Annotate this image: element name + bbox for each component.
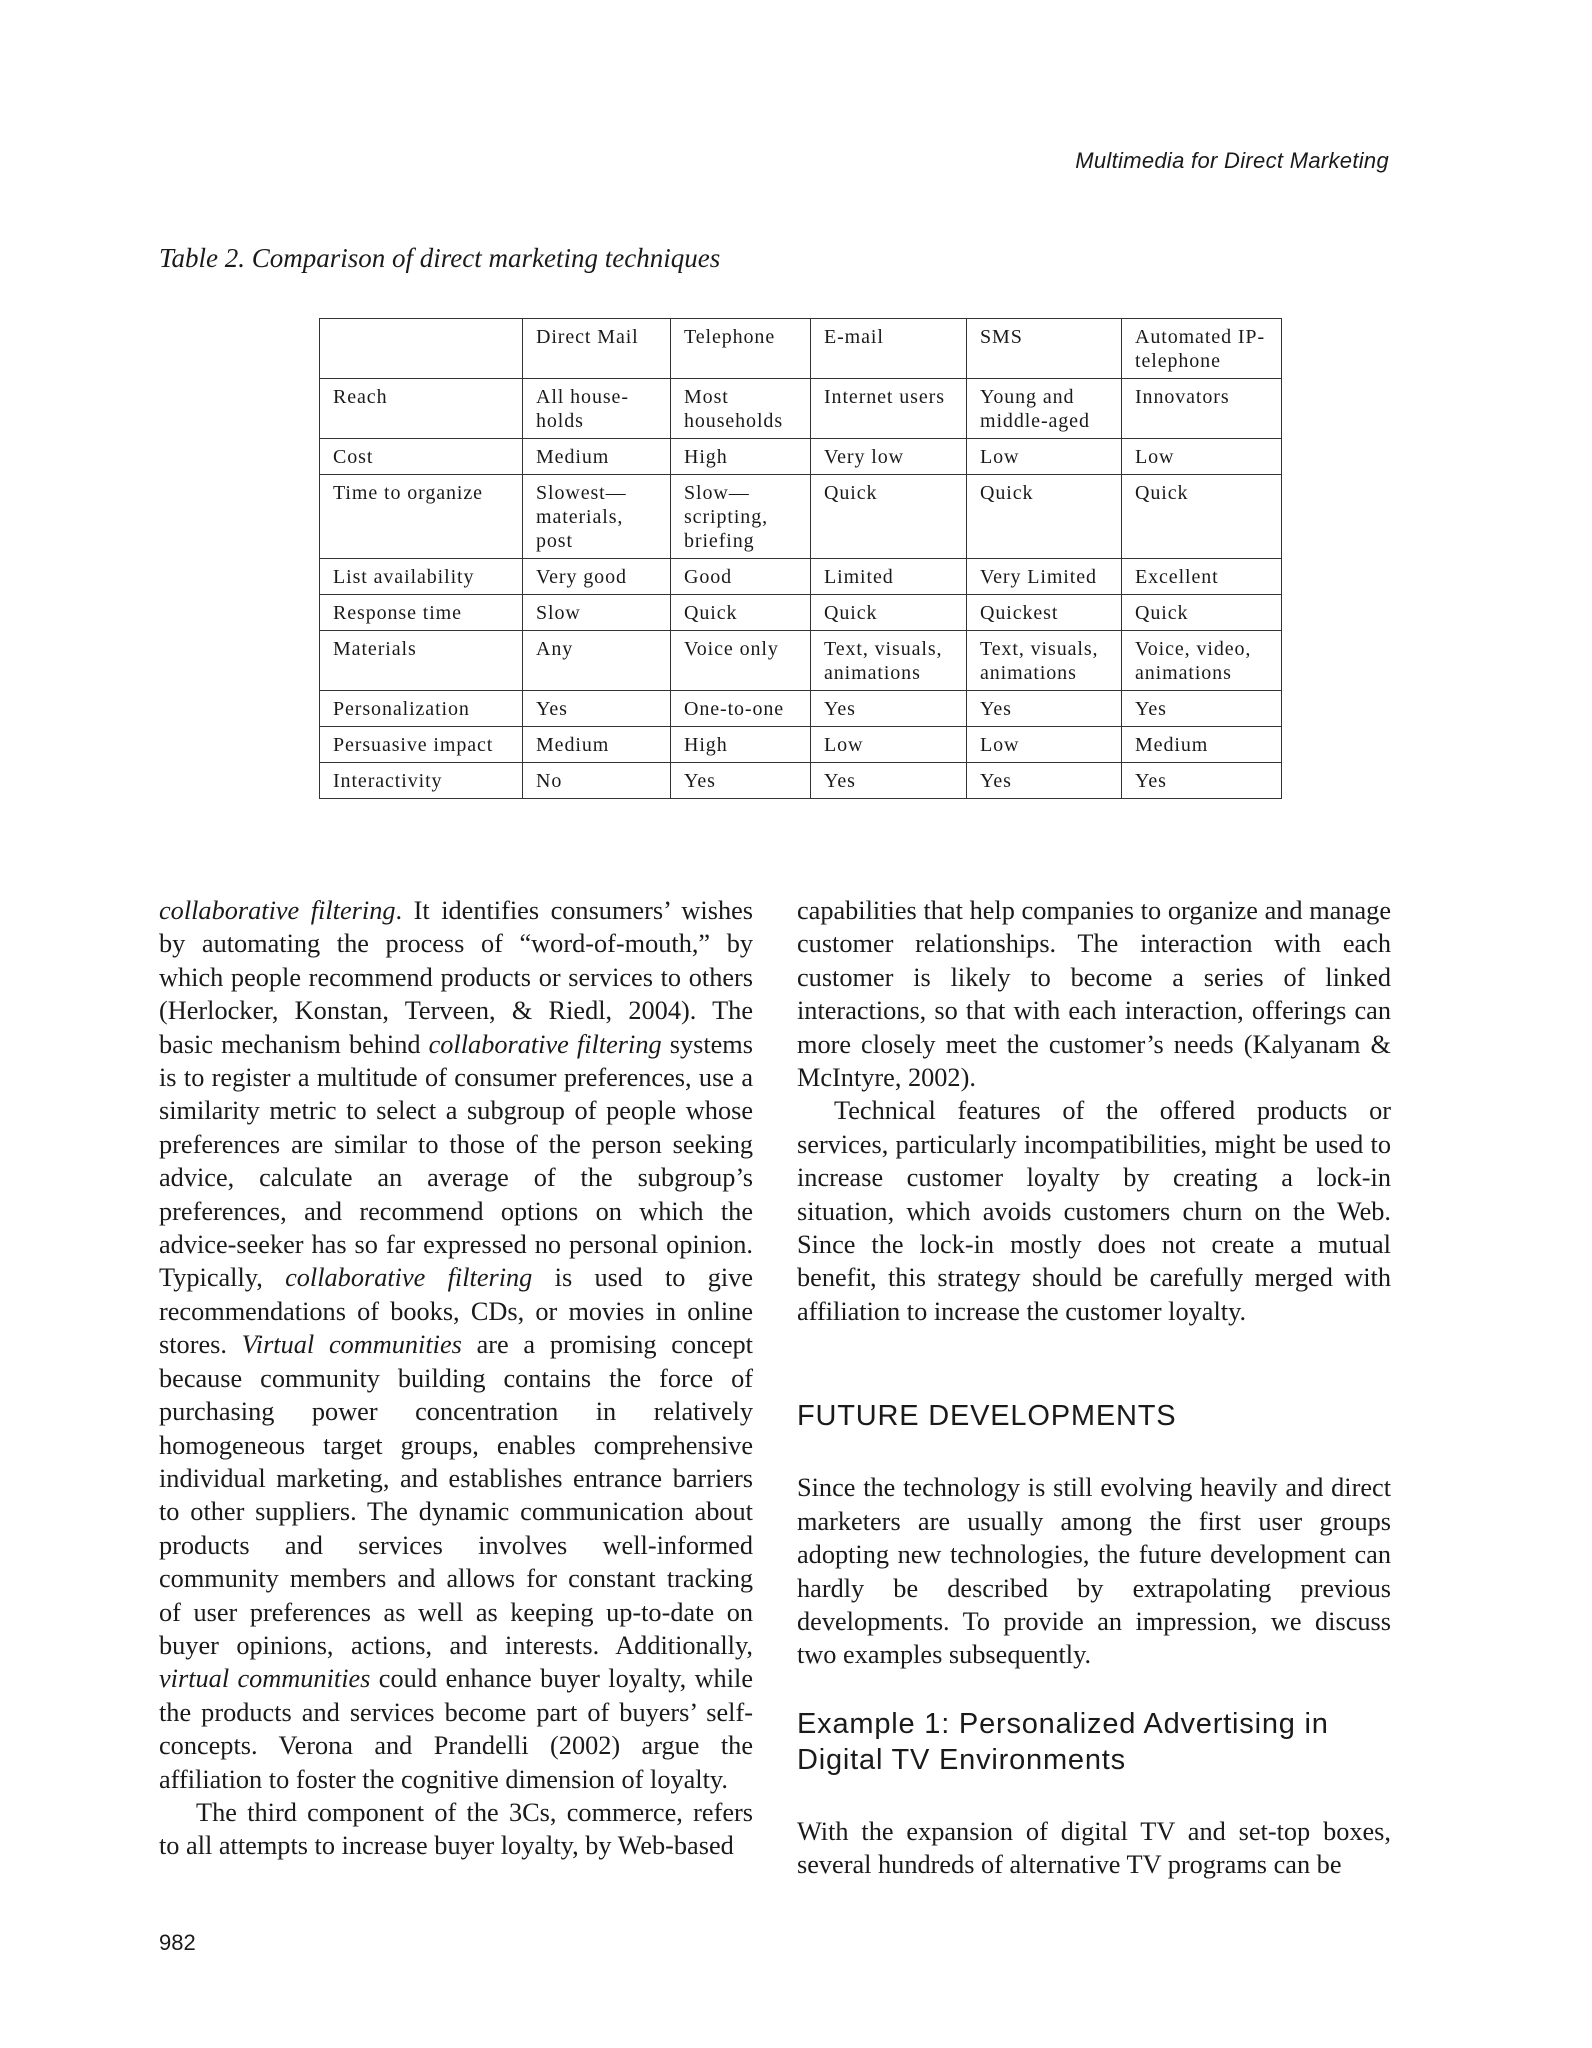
table-cell: Very Limited (967, 559, 1122, 595)
table-cell: Quick (671, 595, 811, 631)
table-cell: Most households (671, 379, 811, 439)
section-heading: FUTURE DEVELOPMENTS (797, 1400, 1177, 1433)
table-cell: Voice, video, animations (1122, 631, 1282, 691)
row-label-cell: Materials (320, 631, 523, 691)
table-cell: Text, visuals, animations (811, 631, 967, 691)
table-cell: Yes (671, 763, 811, 799)
table-cell: Low (967, 727, 1122, 763)
table-cell: One-to-one (671, 691, 811, 727)
comparison-table-body (320, 319, 1282, 799)
table-cell: Low (967, 439, 1122, 475)
table-cell: High (671, 727, 811, 763)
left-column (159, 894, 753, 1863)
term-virtual-communities: Virtual communities (241, 1330, 462, 1360)
left-paragraph-2: The third component of the 3Cs, commerce, refers to all attempts to increase buyer loyalty, by Web-based (159, 1797, 753, 1861)
term-collaborative-filtering: collaborative filtering (285, 1263, 533, 1293)
table-cell: Voice only (671, 631, 811, 691)
table-cell: Internet users (811, 379, 967, 439)
table-row (320, 631, 1282, 691)
table-cell: Yes (1122, 763, 1282, 799)
table-cell: Medium (523, 727, 671, 763)
table-cell: Young and middle-aged (967, 379, 1122, 439)
row-label-cell: List availability (320, 559, 523, 595)
table-cell: Excellent (1122, 559, 1282, 595)
term-collaborative-filtering: collaborative filtering (428, 1029, 662, 1059)
table-cell: Slow (523, 595, 671, 631)
table-cell: Limited (811, 559, 967, 595)
table-row (320, 439, 1282, 475)
row-label-cell (320, 319, 523, 379)
row-label-cell: Interactivity (320, 763, 523, 799)
table-cell: SMS (967, 319, 1122, 379)
right-paragraph-2: Technical features of the offered products or services, particularly incompatibilities, might be used to increase customer loyalty by creating a lock-in situation, which avoids customers churn on the Web. Since the lock-in mostly does not create a mutual benefit, this strategy should be carefully merged with affiliation to increase the customer loyalty. (797, 1096, 1391, 1326)
term-collaborative-filtering: collaborative filtering (159, 896, 396, 925)
table-cell: Very low (811, 439, 967, 475)
table-cell: Text, visuals, animations (967, 631, 1122, 691)
row-label-cell: Response time (320, 595, 523, 631)
table-cell: Low (1122, 439, 1282, 475)
table-cell: Medium (1122, 727, 1282, 763)
table-cell: Telephone (671, 319, 811, 379)
table-cell: Yes (523, 691, 671, 727)
table-row (320, 727, 1282, 763)
table-cell: Yes (967, 763, 1122, 799)
table-cell: Slowest—materials, post (523, 475, 671, 559)
right-paragraph-3: Since the technology is still evolving heavily and direct marketers are usually among the first user groups adopting new technologies, the future development can hardly be described by extrapolating previous developments. To provide an impression, we discuss two examples subsequently. (797, 1473, 1391, 1670)
table-header-row (320, 319, 1282, 379)
table-cell: Innovators (1122, 379, 1282, 439)
left-paragraph-1: collaborative filtering. It identifies consumers’ wishes by automating the process of “word-of-mouth,” by which people recommend products or services to others (Herlocker, Konstan, Terveen, & Riedl, 2004). The basic mechanism behind collaborative filtering systems is to register a multitude of consumer preferences, use a similarity metric to select a subgroup of people whose preferences are similar to those of the person seeking advice, calculate an average of the subgroup’s preferences, and recommend options on which the advice-seeker has so far expressed no personal opinion. Typically, collaborative filtering is used to give recommendations of books, CDs, or movies in online stores. Virtual communities are a promising concept because community building contains the force of purchasing power concentration in relatively homogeneous target groups, enables comprehensive individual marketing, and establishes entrance barriers to other suppliers. The dynamic communication about products and services involves well-informed community members and allows for constant tracking of user preferences as well as keeping up-to-date on buyer opinions, actions, and interests. Additionally, virtual communities could enhance buyer loyalty, while the products and services become part of buyers’ self-concepts. Verona and Prandelli (2002) argue the affiliation to foster the cognitive dimension of loyalty. (159, 896, 754, 1794)
page-number: 982 (159, 1930, 196, 1955)
table-row (320, 475, 1282, 559)
table-cell: Good (671, 559, 811, 595)
table-cell: Any (523, 631, 671, 691)
right-paragraph-1: capabilities that help companies to organize and manage customer relationships. The interaction with each customer is likely to become a series of linked interactions, so that with each interaction, offerings can more closely meet the customer’s needs (Kalyanam & McIntyre, 2002). (797, 896, 1391, 1093)
table-cell: Direct Mail (523, 319, 671, 379)
subsection-heading: Example 1: Personalized Advertising in Digital TV Environments (797, 1707, 1329, 1776)
table-cell: Quick (1122, 595, 1282, 631)
table-cell: High (671, 439, 811, 475)
table-cell: Low (811, 727, 967, 763)
row-label-cell: Cost (320, 439, 523, 475)
running-header: Multimedia for Direct Marketing (1075, 148, 1389, 173)
row-label-cell: Time to organize (320, 475, 523, 559)
table-row (320, 559, 1282, 595)
table-cell: Very good (523, 559, 671, 595)
table-cell: No (523, 763, 671, 799)
table-row (320, 763, 1282, 799)
table-cell: Slow—scripting, briefing (671, 475, 811, 559)
row-label-cell: Personalization (320, 691, 523, 727)
table-row (320, 595, 1282, 631)
right-paragraph-4: With the expansion of digital TV and set-top boxes, several hundreds of alternative TV programs can be (797, 1816, 1391, 1880)
table-cell: Yes (811, 691, 967, 727)
table-caption: Table 2. Comparison of direct marketing techniques (159, 243, 721, 273)
term-virtual-communities: virtual communities (159, 1664, 371, 1694)
table-cell: Quick (811, 475, 967, 559)
right-column (797, 894, 1391, 1882)
row-label-cell: Reach (320, 379, 523, 439)
comparison-table (319, 318, 1282, 799)
table-cell: Quickest (967, 595, 1122, 631)
table-cell: Quick (1122, 475, 1282, 559)
table-row (320, 379, 1282, 439)
table-cell: Quick (967, 475, 1122, 559)
row-label-cell: Persuasive impact (320, 727, 523, 763)
table-cell: Yes (967, 691, 1122, 727)
table-row (320, 691, 1282, 727)
table-cell: Automated IP-telephone (1122, 319, 1282, 379)
table-cell: Yes (811, 763, 967, 799)
table-cell: All house-holds (523, 379, 671, 439)
table-cell: Quick (811, 595, 967, 631)
table-cell: E-mail (811, 319, 967, 379)
table-cell: Yes (1122, 691, 1282, 727)
table-cell: Medium (523, 439, 671, 475)
